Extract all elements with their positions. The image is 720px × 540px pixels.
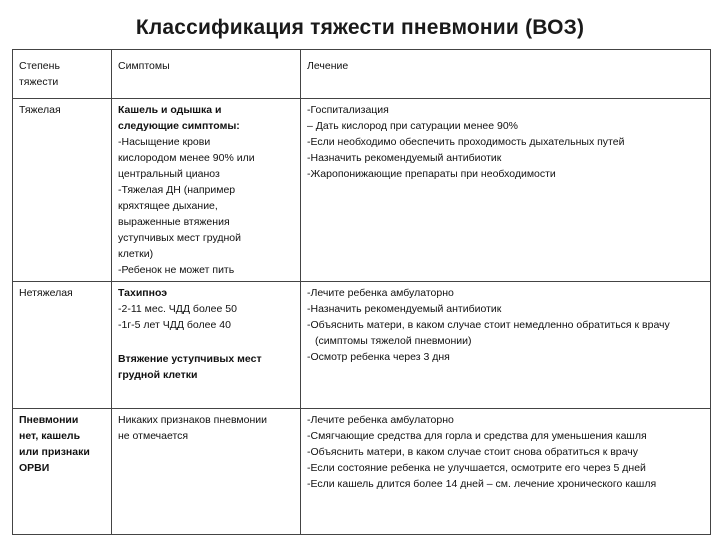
severity-cell: Пневмонии нет, кашель или признаки ОРВИ	[13, 409, 112, 535]
treatment-cell: -Лечите ребенка амбулаторно -Смягчающие средства для горла и средства для уменьшения кашля -Объяснить матери, в каком случае стоит снова обратиться к врачу -Если состояние ребенка не улучшается, осмотрите его через 5 дней -Если кашель длится более 14 дней – см. лечение хронического кашля	[301, 409, 711, 535]
page-title: Классификация тяжести пневмонии (ВОЗ)	[135, 16, 585, 39]
table-row-severe	[13, 99, 711, 282]
table-row-non-severe	[13, 282, 711, 409]
table-header-row	[13, 50, 711, 99]
treatment-cell: -Лечите ребенка амбулаторно -Назначить рекомендуемый антибиотик -Объяснить матери, в каком случае стоит немедленно обратиться к врачу (симптомы тяжелой пневмонии) -Осмотр ребенка через 3 дня	[301, 282, 711, 409]
header-severity: Степень тяжести	[13, 50, 112, 99]
symptoms-cell: Никаких признаков пневмонии не отмечается	[112, 409, 301, 535]
symptoms-cell: Тахипноэ -2-11 мес. ЧДД более 50 -1г-5 лет ЧДД более 40 Втяжение уступчивых мест грудной клетки	[112, 282, 301, 409]
header-symptoms: Симптомы	[112, 50, 301, 99]
symptoms-cell: Кашель и одышка и следующие симптомы: -Насыщение крови кислородом менее 90% или центральный цианоз -Тяжелая ДН (например кряхтящее дыхание, выраженные втяжения уступчивых мест грудной клетки) -Ребенок не может пить	[112, 99, 301, 282]
classification-table	[12, 49, 711, 535]
header-treatment: Лечение	[301, 50, 711, 99]
treatment-cell: -Госпитализация – Дать кислород при сатурации менее 90% -Если необходимо обеспечить проходимость дыхательных путей -Назначить рекомендуемый антибиотик -Жаропонижающие препараты при необходимости	[301, 99, 711, 282]
severity-cell: Тяжелая	[13, 99, 112, 282]
table-row-no-pneumonia	[13, 409, 711, 535]
severity-cell: Нетяжелая	[13, 282, 112, 409]
